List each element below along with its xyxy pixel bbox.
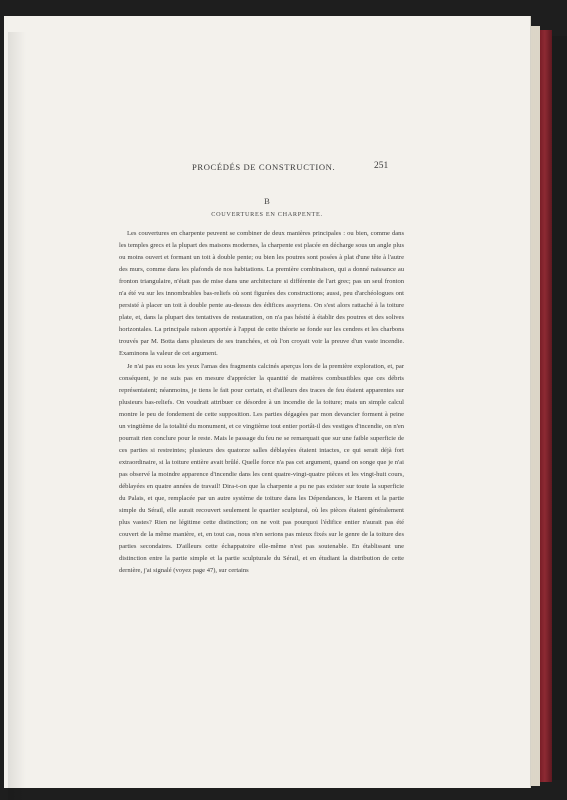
body-text — [119, 228, 404, 577]
page-number: 251 — [374, 161, 389, 171]
section-title: COUVERTURES EN CHARPENTE. — [211, 211, 323, 218]
paragraph-1: Les couvertures en charpente peuvent se combiner de deux manières principales : ou bien, comme dans les temples grecs et la plupart des maisons modernes, la charpente est placée en décharge sous un angle plus ou moins ouvert et formant un toit à double pente; ou bien les poutres sont posées à plat d'une tête à l'autre des murs, comme dans les plafonds de nos habitations. La première combinaison, qui a donné naissance au fronton triangulaire, n'était pas de mise dans une architecture si différente de l'art grec; pas un seul fronton n'a été vu sur les innombrables bas-reliefs où sont figurées des constructions; aussi, peu d'archéologues ont persisté à placer un toit à double pente au-dessus des édifices assyriens. On s'est alors rattaché à la toiture plate, et, dans la plupart des tentatives de restauration, on n'a pas hésité à établir des poutres et des solives horizontales. La principale raison apportée à l'appui de cette théorie se fonde sur les cendres et les charbons trouvés par M. Botta dans plusieurs de ses tranchées, et où l'on croyait voir la preuve d'un vaste incendie. Examinons la valeur de cet argument. — [119, 230, 404, 358]
running-head: PROCÉDÉS DE CONSTRUCTION. — [192, 162, 336, 172]
paragraph-2: Je n'ai pas eu sous les yeux l'amas des fragments calcinés aperçus lors de la première exploration, et, par conséquent, je ne suis pas en mesure d'apprécier la quantité de matières combustibles que ces débris représentaient; néanmoins, je tiens le fait pour certain, et d'ailleurs des traces de feu étaient apparentes sur plusieurs bas-reliefs. On voudrait attribuer ce désordre à un incendie de la toiture; mais un simple calcul montre le peu de fondement de cette supposition. Les parties dégagées par mon devancier forment à peine un vingtième de la totalité du monument, et ce vingtième tout entier portât-il des vestiges d'incendie, on n'en pourrait rien conclure pour le reste. Mais le passage du feu ne se remarquait que sur une faible superficie de ces parties si restreintes; plusieurs des quatorze salles déblayées étaient intactes, ce qui serait déjà fort extraordinaire, si la toiture entière avait brûlé. Quelle force n'a pas cet argument, quand on songe que je n'ai pas observé la moindre apparence d'incendie dans les cent quatre-vingt-quatre pièces et les vingt-huit cours, déblayées en quatre années de travail! Dira-t-on que la charpente a pu ne pas exister sur toute la superficie du Palais, et que, remplacée par un autre système de toiture dans les Dépendances, le Harem et la partie simple du Sérail, elle aurait recouvert seulement le quartier sculptural, où les pièces étaient généralement plus vastes? Rien ne légitime cette distinction; on ne voit pas pourquoi l'édifice entier n'aurait pas été couvert de la même manière, et, en tout cas, nous n'en serions pas mieux fixés sur le genre de la toiture des parties secondaires. D'ailleurs cette échappatoire elle-même n'est pas soutenable. En établissant une distinction entre la partie simple et la partie sculpturale du Sérail, et en étudiant la distribution de cette dernière, j'ai signalé (voyez page 47), sur certains — [119, 362, 404, 575]
book-cover-edge — [540, 30, 552, 782]
book-binding-shadow — [552, 36, 567, 780]
page-stack-edge — [530, 26, 540, 786]
gutter-shadow — [8, 32, 26, 800]
section-letter: B — [264, 196, 270, 206]
book-page — [4, 16, 530, 788]
